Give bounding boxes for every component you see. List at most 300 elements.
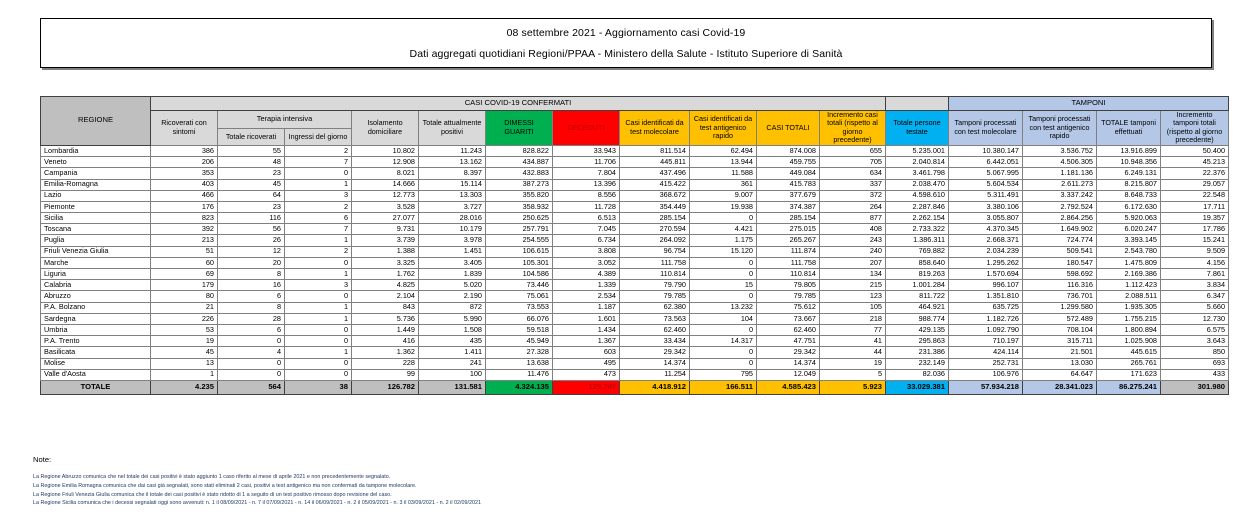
cell-positivi: 872 bbox=[419, 302, 486, 313]
cell-guariti: 27.328 bbox=[486, 347, 553, 358]
cell-regione: Campania bbox=[41, 168, 151, 179]
cell-ti-totale: 8 bbox=[218, 302, 285, 313]
cell-totali: 79.805 bbox=[757, 280, 820, 291]
table-row bbox=[41, 291, 1229, 302]
notes-section bbox=[33, 455, 1213, 508]
cell-regione: Valle d'Aosta bbox=[41, 369, 151, 380]
cell-totali: 62.460 bbox=[757, 324, 820, 335]
cell-guariti: 75.061 bbox=[486, 291, 553, 302]
cell-positivi: 5.020 bbox=[419, 280, 486, 291]
cell-isolamento: 5.736 bbox=[352, 313, 419, 324]
cell-antigenico: 0 bbox=[690, 257, 757, 268]
table-row bbox=[41, 168, 1229, 179]
cell-ti-totale: 4 bbox=[218, 347, 285, 358]
cell-deceduti: 1.339 bbox=[553, 280, 620, 291]
cell-totali: 14.374 bbox=[757, 358, 820, 369]
cell-ti-ingressi: 1 bbox=[285, 313, 352, 324]
table-row bbox=[41, 235, 1229, 246]
cell-regione: Puglia bbox=[41, 235, 151, 246]
cell-incr-tamp: 50.400 bbox=[1161, 145, 1229, 156]
cell-incr-tamp: 4.156 bbox=[1161, 257, 1229, 268]
cell-regione: Piemonte bbox=[41, 201, 151, 212]
cell-ti-totale: 6 bbox=[218, 324, 285, 335]
cell-incr-casi: 408 bbox=[820, 224, 886, 235]
covid-table-container bbox=[40, 96, 1226, 395]
cell-regione: Umbria bbox=[41, 324, 151, 335]
cell-t-ant: 116.316 bbox=[1023, 280, 1097, 291]
cell-ti-ingressi: 0 bbox=[285, 336, 352, 347]
cell-t-mol: 3.055.807 bbox=[949, 213, 1023, 224]
cell-positivi: 3.978 bbox=[419, 235, 486, 246]
cell-regione: Toscana bbox=[41, 224, 151, 235]
cell-positivi: 15.114 bbox=[419, 179, 486, 190]
cell-positivi: 13.162 bbox=[419, 157, 486, 168]
cell-incr-tamp: 17.711 bbox=[1161, 201, 1229, 212]
group-header-row bbox=[41, 97, 1229, 111]
cell-antigenico: 361 bbox=[690, 179, 757, 190]
cell-deceduti: 1.434 bbox=[553, 324, 620, 335]
cell-incr-tamp: 6.575 bbox=[1161, 324, 1229, 335]
cell-t-tot: 2.543.780 bbox=[1097, 246, 1161, 257]
cell-ti-ingressi: 1 bbox=[285, 302, 352, 313]
cell-isolamento: 1.762 bbox=[352, 269, 419, 280]
table-row bbox=[41, 302, 1229, 313]
cell-incr-casi: 243 bbox=[820, 235, 886, 246]
cell-isolamento: 3.528 bbox=[352, 201, 419, 212]
cell-antigenico: 0 bbox=[690, 347, 757, 358]
cell-deceduti: 33.943 bbox=[553, 145, 620, 156]
note-line: La Regione Sicilia comunica che i decessi segnalati oggi sono avvenuti: n. 1 il 08/09/2021 - n. 7 il 07/09/2021 - n. 14 il 06/09/2021 - n. 2 il 05/09/2021 - n. 3 il 03/09/2021 - n. 2 il 02/09/2021 bbox=[33, 500, 482, 507]
cell-incr-tamp: 693 bbox=[1161, 358, 1229, 369]
cell-t-mol: 6.442.051 bbox=[949, 157, 1023, 168]
cell-total-positivi: 131.581 bbox=[419, 380, 486, 394]
cell-ti-totale: 23 bbox=[218, 168, 285, 179]
cell-ti-ingressi: 0 bbox=[285, 358, 352, 369]
cell-antigenico: 0 bbox=[690, 324, 757, 335]
cell-total-testate: 33.029.381 bbox=[886, 380, 949, 394]
cell-t-ant: 3.536.752 bbox=[1023, 145, 1097, 156]
cell-t-tot: 171.623 bbox=[1097, 369, 1161, 380]
cell-t-mol: 5.311.491 bbox=[949, 190, 1023, 201]
cell-molecolare: 33.434 bbox=[620, 336, 690, 347]
cell-molecolare: 79.790 bbox=[620, 280, 690, 291]
cell-t-ant: 1.299.580 bbox=[1023, 302, 1097, 313]
cell-incr-casi: 134 bbox=[820, 269, 886, 280]
col-header-casi-totali: CASI TOTALI bbox=[757, 111, 820, 146]
cell-t-tot: 1.025.908 bbox=[1097, 336, 1161, 347]
cell-guariti: 11.476 bbox=[486, 369, 553, 380]
cell-incr-tamp: 29.057 bbox=[1161, 179, 1229, 190]
cell-ti-ingressi: 0 bbox=[285, 168, 352, 179]
cell-testate: 3.461.798 bbox=[886, 168, 949, 179]
notes-list bbox=[33, 473, 1213, 508]
cell-regione: P.A. Trento bbox=[41, 336, 151, 347]
cell-isolamento: 8.021 bbox=[352, 168, 419, 179]
cell-molecolare: 368.672 bbox=[620, 190, 690, 201]
table-row bbox=[41, 313, 1229, 324]
cell-antigenico: 4.421 bbox=[690, 224, 757, 235]
cell-t-mol: 106.976 bbox=[949, 369, 1023, 380]
col-header-terapia-intensiva: Terapia intensiva bbox=[218, 111, 352, 129]
note-line: La Regione Abruzzo comunica che nel totale dei casi positivi è stato aggiunto 1 caso riferito al mese di aprile 2021 e non precedentemente segnalato. bbox=[33, 474, 391, 480]
col-header-totale-positivi: Totale attualmente positivi bbox=[419, 111, 486, 146]
cell-ti-totale: 8 bbox=[218, 269, 285, 280]
cell-ti-totale: 6 bbox=[218, 291, 285, 302]
cell-testate: 82.036 bbox=[886, 369, 949, 380]
table-row bbox=[41, 224, 1229, 235]
cell-t-tot: 1.475.809 bbox=[1097, 257, 1161, 268]
cell-t-mol: 1.570.694 bbox=[949, 269, 1023, 280]
cell-ricoverati: 176 bbox=[151, 201, 218, 212]
cell-positivi: 3.727 bbox=[419, 201, 486, 212]
col-header-casi-antigenico: Casi identificati da test antigenico rapido bbox=[690, 111, 757, 146]
cell-positivi: 435 bbox=[419, 336, 486, 347]
cell-totali: 285.154 bbox=[757, 213, 820, 224]
cell-total-antigenico: 166.511 bbox=[690, 380, 757, 394]
cell-testate: 464.921 bbox=[886, 302, 949, 313]
cell-ti-ingressi: 7 bbox=[285, 224, 352, 235]
cell-testate: 295.863 bbox=[886, 336, 949, 347]
cell-deceduti: 473 bbox=[553, 369, 620, 380]
cell-molecolare: 62.460 bbox=[620, 324, 690, 335]
cell-molecolare: 811.514 bbox=[620, 145, 690, 156]
cell-totali: 459.755 bbox=[757, 157, 820, 168]
cell-total-ti-totale: 564 bbox=[218, 380, 285, 394]
table-row bbox=[41, 201, 1229, 212]
cell-ti-totale: 64 bbox=[218, 190, 285, 201]
cell-antigenico: 15 bbox=[690, 280, 757, 291]
cell-testate: 232.149 bbox=[886, 358, 949, 369]
col-header-tamponi-molecolare: Tamponi processati con test molecolare bbox=[949, 111, 1023, 146]
cell-t-ant: 13.030 bbox=[1023, 358, 1097, 369]
col-header-isolamento: Isolamento domiciliare bbox=[352, 111, 419, 146]
cell-molecolare: 111.758 bbox=[620, 257, 690, 268]
cell-positivi: 1.839 bbox=[419, 269, 486, 280]
cell-guariti: 104.586 bbox=[486, 269, 553, 280]
cell-regione: Basilicata bbox=[41, 347, 151, 358]
cell-deceduti: 2.534 bbox=[553, 291, 620, 302]
cell-total-molecolare: 4.418.912 bbox=[620, 380, 690, 394]
cell-isolamento: 9.731 bbox=[352, 224, 419, 235]
cell-molecolare: 437.496 bbox=[620, 168, 690, 179]
cell-totali: 73.667 bbox=[757, 313, 820, 324]
cell-total-deceduti: 129.707 bbox=[553, 380, 620, 394]
cell-antigenico: 104 bbox=[690, 313, 757, 324]
cell-guariti: 59.518 bbox=[486, 324, 553, 335]
report-title: 08 settembre 2021 - Aggiornamento casi Covid-19 bbox=[506, 26, 746, 39]
cell-ricoverati: 19 bbox=[151, 336, 218, 347]
cell-deceduti: 13.396 bbox=[553, 179, 620, 190]
cell-deceduti: 3.052 bbox=[553, 257, 620, 268]
cell-t-mol: 10.380.147 bbox=[949, 145, 1023, 156]
table-row bbox=[41, 347, 1229, 358]
cell-guariti: 434.887 bbox=[486, 157, 553, 168]
table-row bbox=[41, 246, 1229, 257]
cell-ti-ingressi: 0 bbox=[285, 257, 352, 268]
cell-positivi: 8.397 bbox=[419, 168, 486, 179]
group-header-casi: CASI COVID-19 CONFERMATI bbox=[151, 97, 886, 111]
cell-incr-casi: 337 bbox=[820, 179, 886, 190]
cell-total-t-mol: 57.934.218 bbox=[949, 380, 1023, 394]
col-header-casi-molecolare: Casi identificati da test molecolare bbox=[620, 111, 690, 146]
cell-molecolare: 285.154 bbox=[620, 213, 690, 224]
cell-ti-totale: 0 bbox=[218, 358, 285, 369]
cell-regione: Lombardia bbox=[41, 145, 151, 156]
cell-ti-totale: 26 bbox=[218, 235, 285, 246]
cell-incr-tamp: 17.786 bbox=[1161, 224, 1229, 235]
cell-t-tot: 6.020.247 bbox=[1097, 224, 1161, 235]
subgroup-header-row bbox=[41, 111, 1229, 129]
cell-incr-tamp: 9.509 bbox=[1161, 246, 1229, 257]
cell-ricoverati: 53 bbox=[151, 324, 218, 335]
cell-testate: 2.262.154 bbox=[886, 213, 949, 224]
cell-ricoverati: 13 bbox=[151, 358, 218, 369]
cell-regione: Marche bbox=[41, 257, 151, 268]
cell-t-tot: 445.615 bbox=[1097, 347, 1161, 358]
cell-positivi: 3.405 bbox=[419, 257, 486, 268]
cell-ricoverati: 226 bbox=[151, 313, 218, 324]
cell-testate: 2.287.846 bbox=[886, 201, 949, 212]
cell-deceduti: 7.804 bbox=[553, 168, 620, 179]
cell-t-ant: 2.611.273 bbox=[1023, 179, 1097, 190]
cell-antigenico: 13.232 bbox=[690, 302, 757, 313]
cell-testate: 2.733.322 bbox=[886, 224, 949, 235]
col-header-totale-tamponi: TOTALE tamponi effettuati bbox=[1097, 111, 1161, 146]
table-row bbox=[41, 358, 1229, 369]
cell-isolamento: 3.739 bbox=[352, 235, 419, 246]
cell-t-ant: 1.181.136 bbox=[1023, 168, 1097, 179]
cell-totali: 75.612 bbox=[757, 302, 820, 313]
cell-isolamento: 14.666 bbox=[352, 179, 419, 190]
cell-incr-casi: 877 bbox=[820, 213, 886, 224]
cell-guariti: 73.446 bbox=[486, 280, 553, 291]
col-header-incremento-casi: Incremento casi totali (rispetto al giorno precedente) bbox=[820, 111, 886, 146]
cell-totali: 374.387 bbox=[757, 201, 820, 212]
cell-incr-tamp: 45.213 bbox=[1161, 157, 1229, 168]
cell-t-tot: 1.112.423 bbox=[1097, 280, 1161, 291]
cell-totali: 79.785 bbox=[757, 291, 820, 302]
cell-t-tot: 13.916.899 bbox=[1097, 145, 1161, 156]
cell-positivi: 241 bbox=[419, 358, 486, 369]
cell-testate: 231.386 bbox=[886, 347, 949, 358]
cell-ricoverati: 60 bbox=[151, 257, 218, 268]
cell-totali: 110.814 bbox=[757, 269, 820, 280]
cell-incr-tamp: 22.548 bbox=[1161, 190, 1229, 201]
cell-isolamento: 416 bbox=[352, 336, 419, 347]
cell-ricoverati: 45 bbox=[151, 347, 218, 358]
cell-totali: 275.015 bbox=[757, 224, 820, 235]
cell-ti-ingressi: 1 bbox=[285, 269, 352, 280]
cell-regione: Emilia-Romagna bbox=[41, 179, 151, 190]
cell-molecolare: 270.594 bbox=[620, 224, 690, 235]
cell-positivi: 100 bbox=[419, 369, 486, 380]
cell-isolamento: 1.362 bbox=[352, 347, 419, 358]
cell-positivi: 5.990 bbox=[419, 313, 486, 324]
col-header-deceduti: DECEDUTI bbox=[553, 111, 620, 146]
cell-guariti: 387.273 bbox=[486, 179, 553, 190]
cell-isolamento: 27.077 bbox=[352, 213, 419, 224]
cell-deceduti: 11.728 bbox=[553, 201, 620, 212]
cell-molecolare: 415.422 bbox=[620, 179, 690, 190]
cell-ricoverati: 392 bbox=[151, 224, 218, 235]
cell-t-mol: 710.197 bbox=[949, 336, 1023, 347]
cell-molecolare: 264.092 bbox=[620, 235, 690, 246]
cell-positivi: 11.243 bbox=[419, 145, 486, 156]
cell-antigenico: 11.588 bbox=[690, 168, 757, 179]
cell-ti-ingressi: 0 bbox=[285, 369, 352, 380]
cell-t-tot: 5.920.063 bbox=[1097, 213, 1161, 224]
cell-testate: 819.263 bbox=[886, 269, 949, 280]
col-header-tamponi-antigenico: Tamponi processati con test antigenico rapido bbox=[1023, 111, 1097, 146]
cell-incr-casi: 240 bbox=[820, 246, 886, 257]
cell-totali: 111.758 bbox=[757, 257, 820, 268]
cell-ricoverati: 206 bbox=[151, 157, 218, 168]
cell-regione: Veneto bbox=[41, 157, 151, 168]
cell-total-guariti: 4.324.135 bbox=[486, 380, 553, 394]
table-row bbox=[41, 145, 1229, 156]
cell-totali: 29.342 bbox=[757, 347, 820, 358]
cell-guariti: 105.301 bbox=[486, 257, 553, 268]
cell-ti-totale: 55 bbox=[218, 145, 285, 156]
table-row bbox=[41, 369, 1229, 380]
cell-total-t-tot: 86.275.241 bbox=[1097, 380, 1161, 394]
cell-t-ant: 64.647 bbox=[1023, 369, 1097, 380]
cell-deceduti: 6.734 bbox=[553, 235, 620, 246]
cell-ricoverati: 21 bbox=[151, 302, 218, 313]
cell-positivi: 10.179 bbox=[419, 224, 486, 235]
cell-regione: Molise bbox=[41, 358, 151, 369]
cell-t-mol: 5.067.995 bbox=[949, 168, 1023, 179]
cell-t-mol: 252.731 bbox=[949, 358, 1023, 369]
cell-t-tot: 8.215.807 bbox=[1097, 179, 1161, 190]
cell-deceduti: 4.389 bbox=[553, 269, 620, 280]
cell-regione: Calabria bbox=[41, 280, 151, 291]
cell-positivi: 1.411 bbox=[419, 347, 486, 358]
cell-ricoverati: 823 bbox=[151, 213, 218, 224]
cell-guariti: 432.883 bbox=[486, 168, 553, 179]
cell-ti-totale: 56 bbox=[218, 224, 285, 235]
cell-regione: Lazio bbox=[41, 190, 151, 201]
cell-incr-casi: 705 bbox=[820, 157, 886, 168]
cell-isolamento: 2.104 bbox=[352, 291, 419, 302]
cell-incr-tamp: 15.241 bbox=[1161, 235, 1229, 246]
cell-t-ant: 724.774 bbox=[1023, 235, 1097, 246]
cell-t-ant: 21.501 bbox=[1023, 347, 1097, 358]
cell-isolamento: 10.802 bbox=[352, 145, 419, 156]
col-header-regione: REGIONE bbox=[41, 97, 151, 146]
cell-positivi: 1.451 bbox=[419, 246, 486, 257]
cell-t-tot: 10.948.356 bbox=[1097, 157, 1161, 168]
cell-deceduti: 8.556 bbox=[553, 190, 620, 201]
cell-ti-totale: 0 bbox=[218, 369, 285, 380]
cell-t-mol: 1.351.810 bbox=[949, 291, 1023, 302]
cell-incr-casi: 19 bbox=[820, 358, 886, 369]
cell-t-ant: 598.692 bbox=[1023, 269, 1097, 280]
cell-t-tot: 6.172.630 bbox=[1097, 201, 1161, 212]
cell-t-mol: 4.370.345 bbox=[949, 224, 1023, 235]
note-line: La Regione Emilia Romagna comunica che dai casi già segnalati, sono stati eliminati 2 casi, positivi a test antigenico ma non confermati da tampone molecolare. bbox=[33, 482, 417, 489]
cell-antigenico: 15.120 bbox=[690, 246, 757, 257]
cell-antigenico: 13.944 bbox=[690, 157, 757, 168]
cell-ricoverati: 80 bbox=[151, 291, 218, 302]
cell-guariti: 358.932 bbox=[486, 201, 553, 212]
cell-guariti: 250.625 bbox=[486, 213, 553, 224]
cell-ricoverati: 69 bbox=[151, 269, 218, 280]
cell-incr-tamp: 12.730 bbox=[1161, 313, 1229, 324]
cell-guariti: 73.553 bbox=[486, 302, 553, 313]
cell-deceduti: 1.187 bbox=[553, 302, 620, 313]
cell-deceduti: 11.706 bbox=[553, 157, 620, 168]
cell-antigenico: 1.175 bbox=[690, 235, 757, 246]
cell-ricoverati: 466 bbox=[151, 190, 218, 201]
table-total-row bbox=[41, 380, 1229, 394]
cell-isolamento: 843 bbox=[352, 302, 419, 313]
cell-t-mol: 2.668.371 bbox=[949, 235, 1023, 246]
cell-guariti: 13.638 bbox=[486, 358, 553, 369]
cell-t-tot: 8.648.733 bbox=[1097, 190, 1161, 201]
cell-guariti: 257.791 bbox=[486, 224, 553, 235]
cell-ti-ingressi: 2 bbox=[285, 145, 352, 156]
cell-totali: 449.084 bbox=[757, 168, 820, 179]
cell-totali: 265.267 bbox=[757, 235, 820, 246]
cell-incr-casi: 655 bbox=[820, 145, 886, 156]
cell-total-label: TOTALE bbox=[41, 380, 151, 394]
cell-t-ant: 180.547 bbox=[1023, 257, 1097, 268]
cell-testate: 811.722 bbox=[886, 291, 949, 302]
cell-ti-ingressi: 1 bbox=[285, 179, 352, 190]
cell-ti-totale: 28 bbox=[218, 313, 285, 324]
cell-antigenico: 14.317 bbox=[690, 336, 757, 347]
cell-t-ant: 3.337.242 bbox=[1023, 190, 1097, 201]
cell-ti-ingressi: 3 bbox=[285, 190, 352, 201]
cell-antigenico: 9.007 bbox=[690, 190, 757, 201]
table-row bbox=[41, 280, 1229, 291]
cell-regione: P.A. Bolzano bbox=[41, 302, 151, 313]
cell-guariti: 66.076 bbox=[486, 313, 553, 324]
cell-molecolare: 96.754 bbox=[620, 246, 690, 257]
cell-ti-totale: 116 bbox=[218, 213, 285, 224]
col-header-totale-ricoverati: Totale ricoverati bbox=[218, 128, 285, 145]
cell-t-tot: 6.249.131 bbox=[1097, 168, 1161, 179]
cell-deceduti: 1.367 bbox=[553, 336, 620, 347]
cell-ti-ingressi: 1 bbox=[285, 235, 352, 246]
cell-t-ant: 315.711 bbox=[1023, 336, 1097, 347]
cell-testate: 2.040.814 bbox=[886, 157, 949, 168]
table-row bbox=[41, 190, 1229, 201]
cell-t-mol: 3.380.106 bbox=[949, 201, 1023, 212]
cell-t-ant: 2.792.524 bbox=[1023, 201, 1097, 212]
table-row bbox=[41, 257, 1229, 268]
note-line: La Regione Friuli Venezia Giulia comunica che il totale dei casi positivi è stato ridotto di 1 a seguito di un test positivo rimosso dopo revisione del caso. bbox=[33, 491, 392, 498]
cell-incr-tamp: 19.357 bbox=[1161, 213, 1229, 224]
cell-ti-ingressi: 1 bbox=[285, 347, 352, 358]
cell-t-ant: 572.489 bbox=[1023, 313, 1097, 324]
cell-isolamento: 1.388 bbox=[352, 246, 419, 257]
cell-molecolare: 445.811 bbox=[620, 157, 690, 168]
cell-t-mol: 424.114 bbox=[949, 347, 1023, 358]
cell-ti-totale: 12 bbox=[218, 246, 285, 257]
cell-t-mol: 635.725 bbox=[949, 302, 1023, 313]
cell-ricoverati: 353 bbox=[151, 168, 218, 179]
cell-regione: Sardegna bbox=[41, 313, 151, 324]
cell-t-ant: 736.701 bbox=[1023, 291, 1097, 302]
cell-isolamento: 228 bbox=[352, 358, 419, 369]
cell-ti-totale: 0 bbox=[218, 336, 285, 347]
cell-molecolare: 110.814 bbox=[620, 269, 690, 280]
group-header-tamponi: TAMPONI bbox=[949, 97, 1229, 111]
cell-deceduti: 603 bbox=[553, 347, 620, 358]
cell-guariti: 828.822 bbox=[486, 145, 553, 156]
